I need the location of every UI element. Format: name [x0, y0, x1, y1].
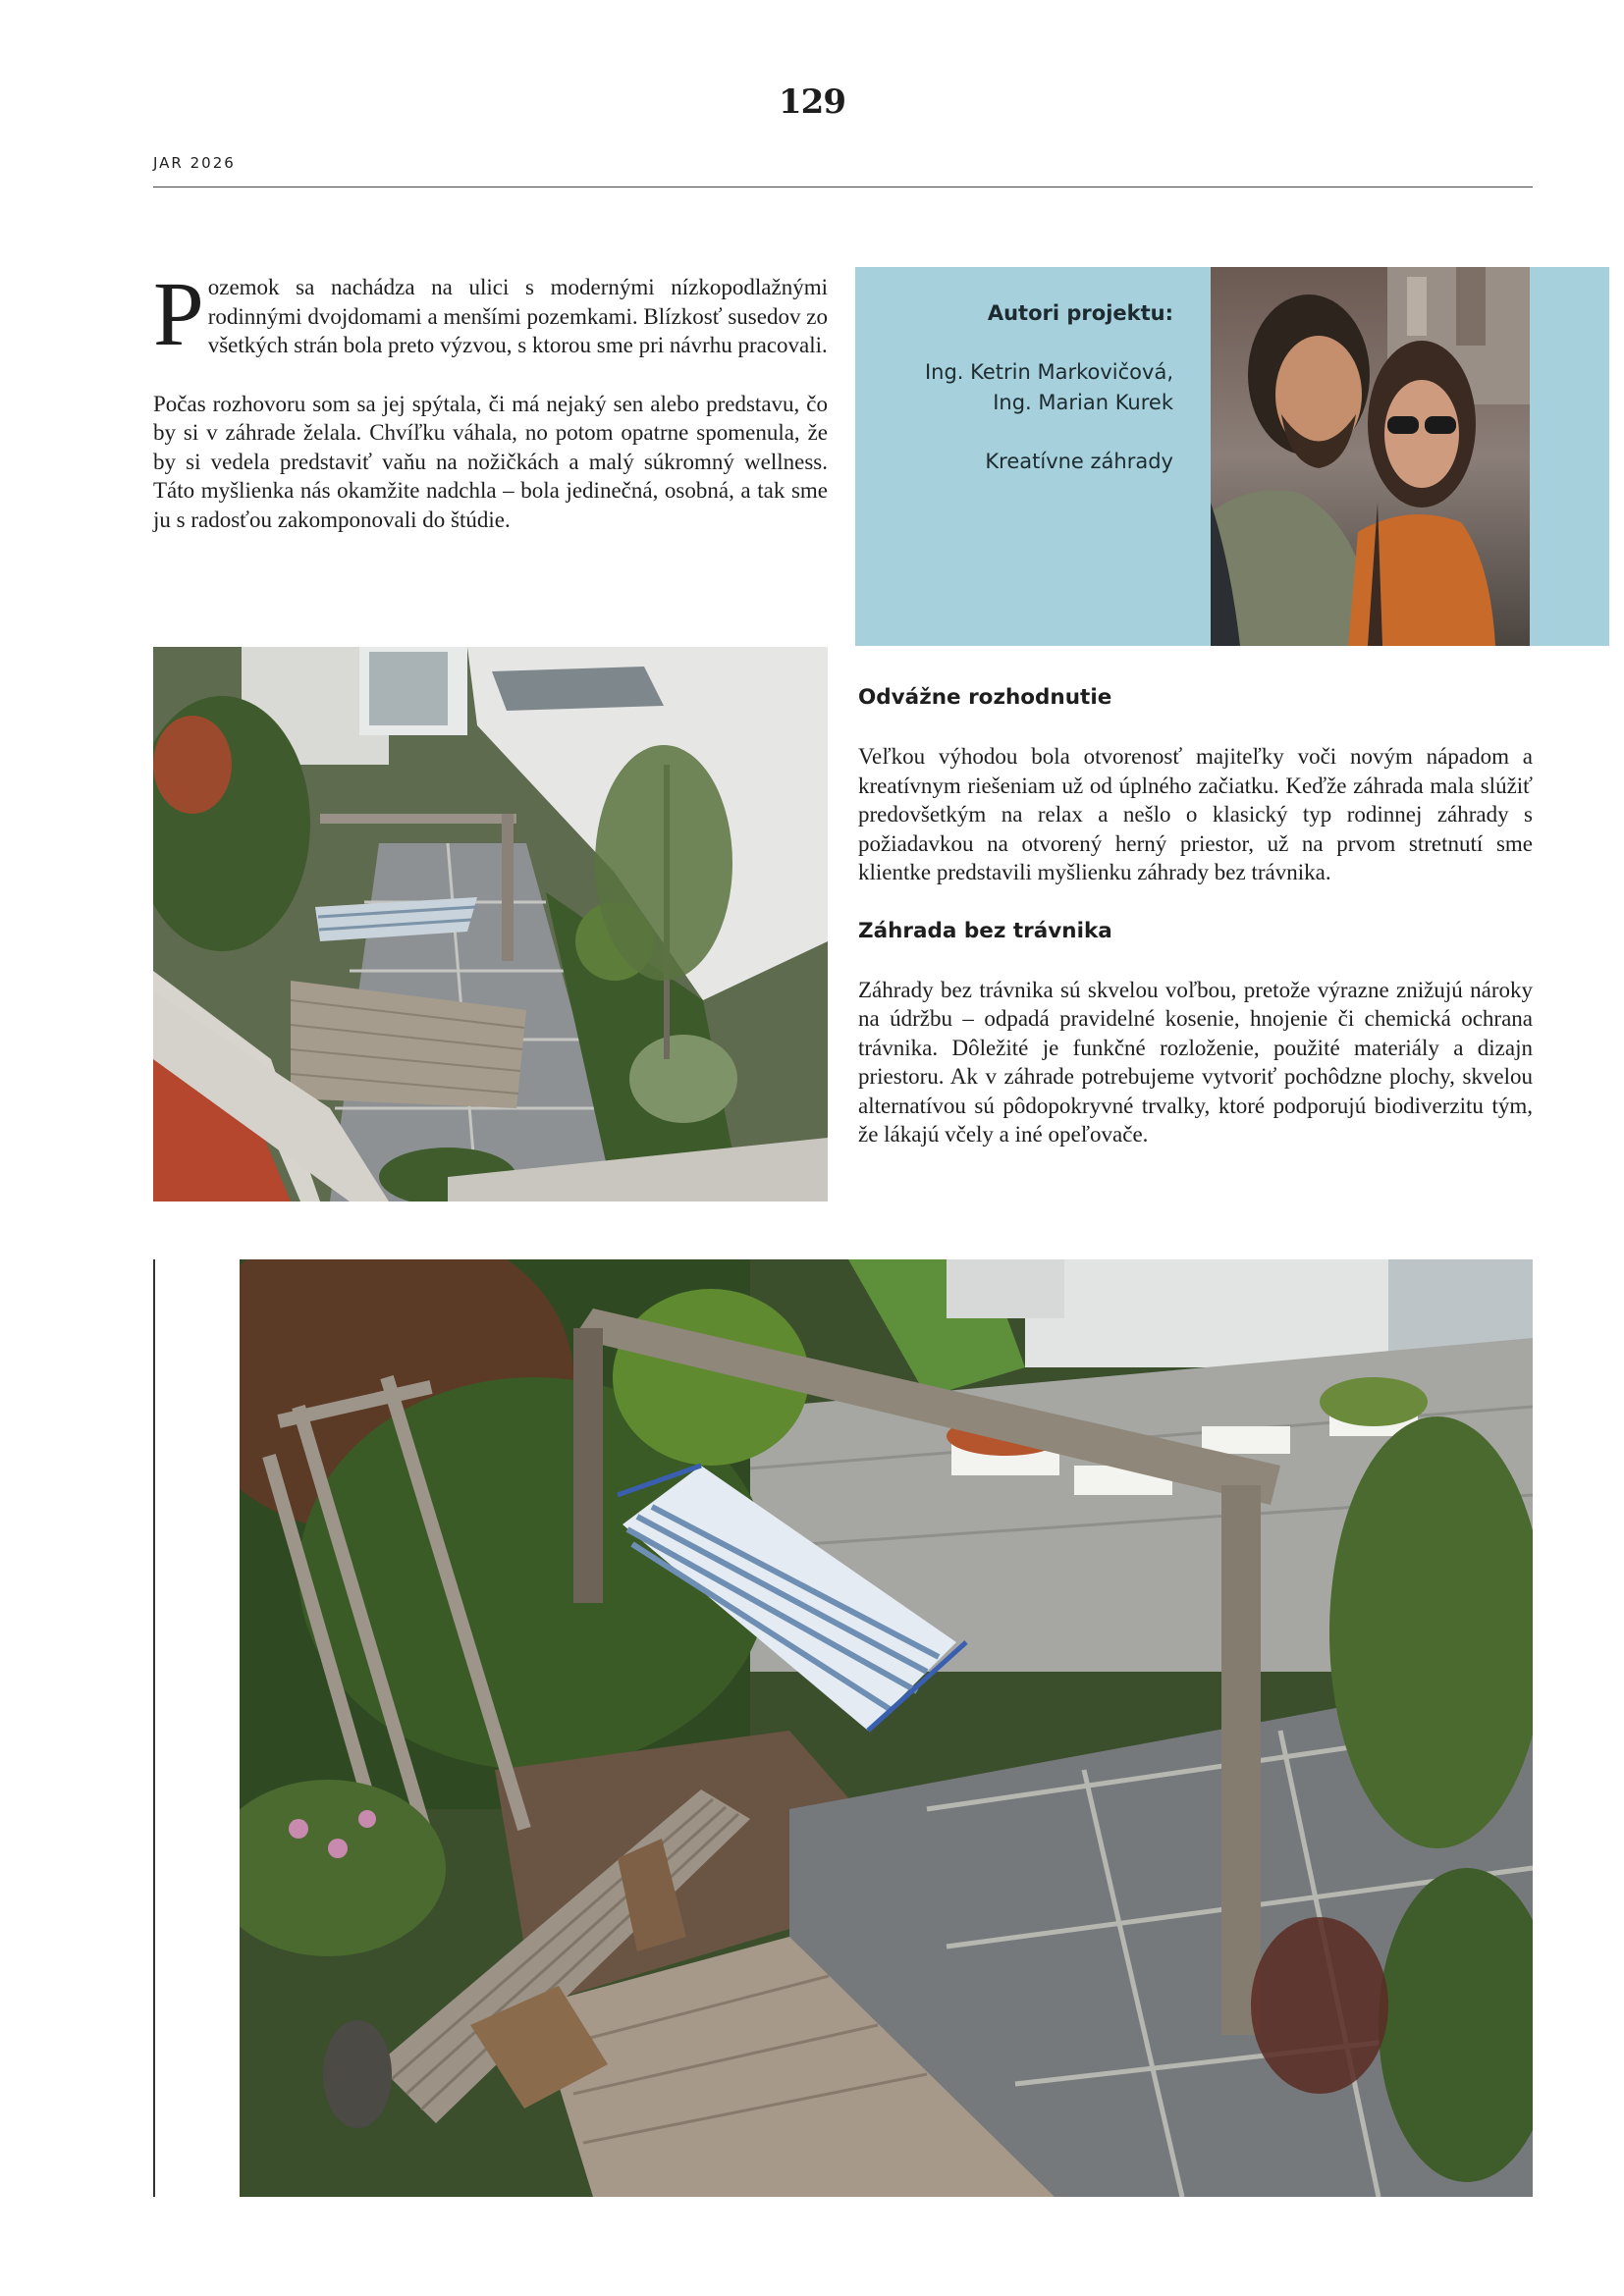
section-2-text: Záhrady bez trávnika sú skvelou voľbou, pretože výrazne znižujú nároky na údržbu – odpadá pravidelné kosenie, hnojenie či chemická ochrana trávnika. Dôležité je funkčné rozloženie, použité materiály a dizajn priestoru. Ak v záhrade potrebujeme vytvoriť pochôdzne plochy, skvelou alternatívou sú pôdopokryvné trvalky, ktoré podporujú biodiverzitu tým, že lákajú včely a iné opeľovače.: [858, 977, 1533, 1147]
intro-paragraph-1-text: ozemok sa nachádza na ulici s modernými nízkopodlažnými rodinnými dvojdomami a menšími pozemkami. Blízkosť susedov zo všetkých strán bola preto výzvou, s ktorou sme pri návrhu pracovali.: [207, 275, 828, 357]
section-1-text: Veľkou výhodou bola otvorenosť majiteľky voči novým nápadom a kreatívnym riešeniam už od úplného začiatku. Keďže záhrada mala slúžiť predovšetkým na relax a nešlo o klasický typ rodinnej záhrady s požiadavkou na otvorený herný priestor, už na prvom stretnutí sme klientke predstavili myšlienku záhrady bez trávnika.: [858, 744, 1533, 884]
garden-hammock-photo: [240, 1259, 1533, 2197]
intro-paragraph-2: Počas rozhovoru som sa jej spýtala, či má nejaký sen alebo predstavu, čo by si v záhrade želala. Chvíľku váhala, no potom opatrne spomenula, že by si vedela predstaviť vaňu na nožičkách a malý súkromný wellness. Táto myšlienka nás okamžite nadchla – bola jedinečná, osobná, a tak sme ju s radosťou zakomponovali do štúdie.: [153, 391, 828, 532]
authors-studio: Kreatívne záhrady: [985, 450, 1173, 473]
issue-label: JAR 2026: [153, 154, 236, 172]
intro-paragraph-1: [153, 264, 828, 365]
authors-portrait-photo: [1211, 267, 1530, 646]
authors-heading: Autori projektu:: [987, 301, 1173, 325]
intro-column: [153, 264, 828, 534]
body-column: [858, 683, 1533, 1149]
authors-text: [879, 298, 1173, 477]
section-2-heading: Záhrada bez trávnika: [858, 918, 1112, 943]
garden-aerial-photo: [153, 647, 828, 1201]
author-name-1: Ing. Ketrin Markovičová,: [924, 360, 1173, 384]
authors-names: [879, 357, 1173, 418]
section-1-heading: Odvážne rozhodnutie: [858, 685, 1112, 710]
author-name-2: Ing. Marian Kurek: [993, 391, 1173, 414]
page-number: 129: [779, 82, 845, 122]
left-margin-rule: [153, 1259, 155, 2197]
drop-cap: P: [153, 264, 204, 365]
